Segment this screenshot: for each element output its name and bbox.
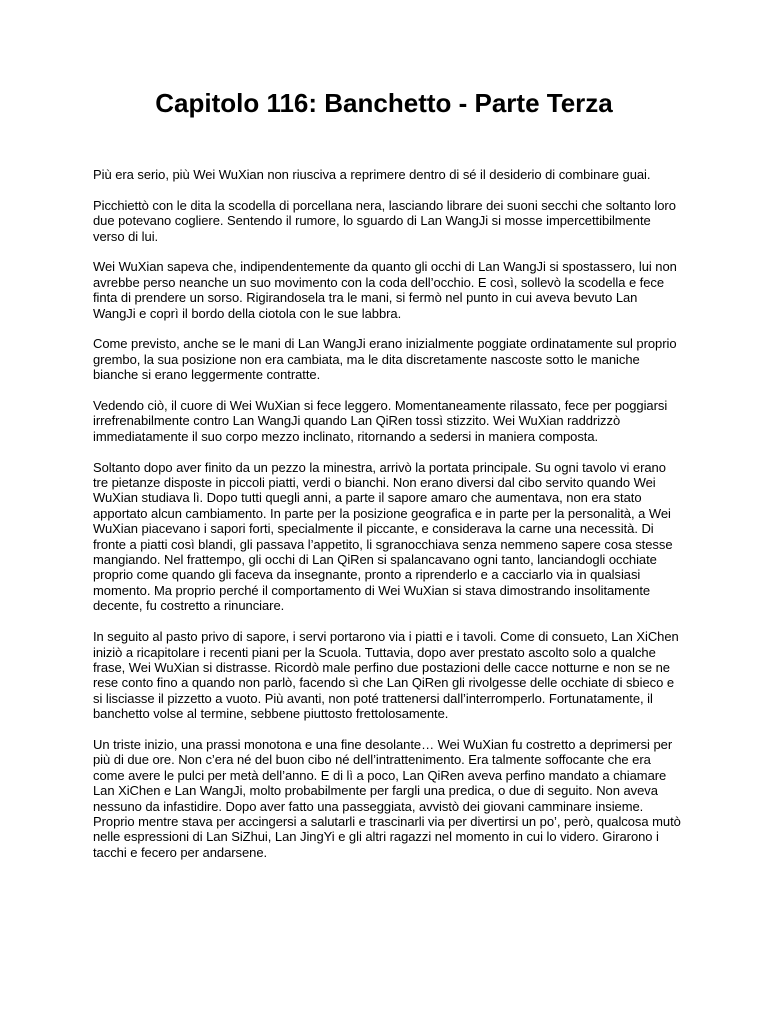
paragraph: Picchiettò con le dita la scodella di porcellana nera, lasciando librare dei suoni secchi che soltanto loro due potevano cogliere. Sentendo il rumore, lo sguardo di Lan WangJi si mosse impercettibilmente verso di lui.	[93, 197, 676, 244]
paragraph: In seguito al pasto privo di sapore, i servi portarono via i piatti e i tavoli. Come di consueto, Lan XiChen iniziò a ricapitolare i recenti piani per la Scuola. Tuttavia, dopo aver prestato ascolto solo a qualche frase, Wei WuXian si distrasse. Ricordò male perfino due postazioni delle cacce notturne e non se ne rese conto fino a quando non parlò, facendo sì che Lan QiRen gli rivolgesse delle occhiate di sbieco e si lisciasse il pizzetto a vuoto. Più avanti, non poté trattenersi dall’interromperlo. Fortunatamente, il banchetto volse al termine, sebbene piuttosto frettolosamente.	[93, 629, 679, 722]
paragraph: Più era serio, più Wei WuXian non riusciva a reprimere dentro di sé il desiderio di combinare guai.	[93, 167, 651, 182]
paragraph: Come previsto, anche se le mani di Lan WangJi erano inizialmente poggiate ordinatamente sul proprio grembo, la sua posizione non era cambiata, ma le dita discretamente nascoste sotto le maniche bianche si erano leggermente contratte.	[93, 336, 677, 383]
paragraph: Soltanto dopo aver finito da un pezzo la minestra, arrivò la portata principale. Su ogni tavolo vi erano tre pietanze disposte in piccoli piatti, verdi o bianchi. Non erano diversi dal cibo servito quando Wei WuXian studiava lì. Dopo tutti quegli anni, a parte il sapore amaro che aumentava, non era stato apportato alcun cambiamento. In parte per la posizione geografica e in parte per la personalità, a Wei WuXian piacevano i sapori forti, specialmente il piccante, e considerava la carne una necessità. Di fronte a piatti così blandi, gli passava l’appetito, li sgranocchiava senza nemmeno sapere cosa stesse mangiando. Nel frattempo, gli occhi di Lan QiRen si spalancavano ogni tanto, lanciandogli occhiate proprio come quando gli faceva da insegnante, pronto a riprenderlo e a cacciarlo via in qualsiasi momento. Ma proprio perché il comportamento di Wei WuXian si stava dimostrando insolitamente decente, fu costretto a rinunciare.	[93, 459, 673, 614]
paragraph: Un triste inizio, una prassi monotona e una fine desolante… Wei WuXian fu costretto a deprimersi per più di due ore. Non c’era né del buon cibo né dell’intrattenimento. Era talmente soffocante che era come avere le pulci per metà dell’anno. E di lì a poco, Lan QiRen aveva perfino mandato a chiamare Lan XiChen e Lan WangJi, molto probabilmente per fargli una predica, o due di seguito. Non aveva nessuno da infastidire. Dopo aver fatto una passeggiata, avvistò dei giovani camminare insieme. Proprio mentre stava per accingersi a salutarli e trascinarli via per divertirsi un po’, però, qualcosa mutò nelle espressioni di Lan SiZhui, Lan JingYi e gli altri ragazzi nel momento in cui lo videro. Girarono i tacchi e fecero per andarsene.	[93, 736, 681, 860]
chapter-title: Capitolo 116: Banchetto - Parte Terza	[155, 88, 613, 118]
paragraph: Vedendo ciò, il cuore di Wei WuXian si fece leggero. Momentaneamente rilassato, fece per poggiarsi irrefrenabilmente contro Lan WangJi quando Lan QiRen tossì stizzito. Wei WuXian raddrizzò immediatamente il suo corpo mezzo inclinato, ritornando a sedersi in maniera composta.	[93, 398, 668, 444]
chapter-body	[93, 167, 683, 876]
paragraph: Wei WuXian sapeva che, indipendentemente da quanto gli occhi di Lan WangJi si spostassero, lui non avrebbe perso neanche un suo movimento con la coda dell’occhio. E così, sollevò la scodella e fece finta di prendere un sorso. Rigirandosela tra le mani, si fermò nel punto in cui aveva bevuto Lan WangJi e coprì il bordo della ciotola con le sue labbra.	[93, 259, 677, 321]
